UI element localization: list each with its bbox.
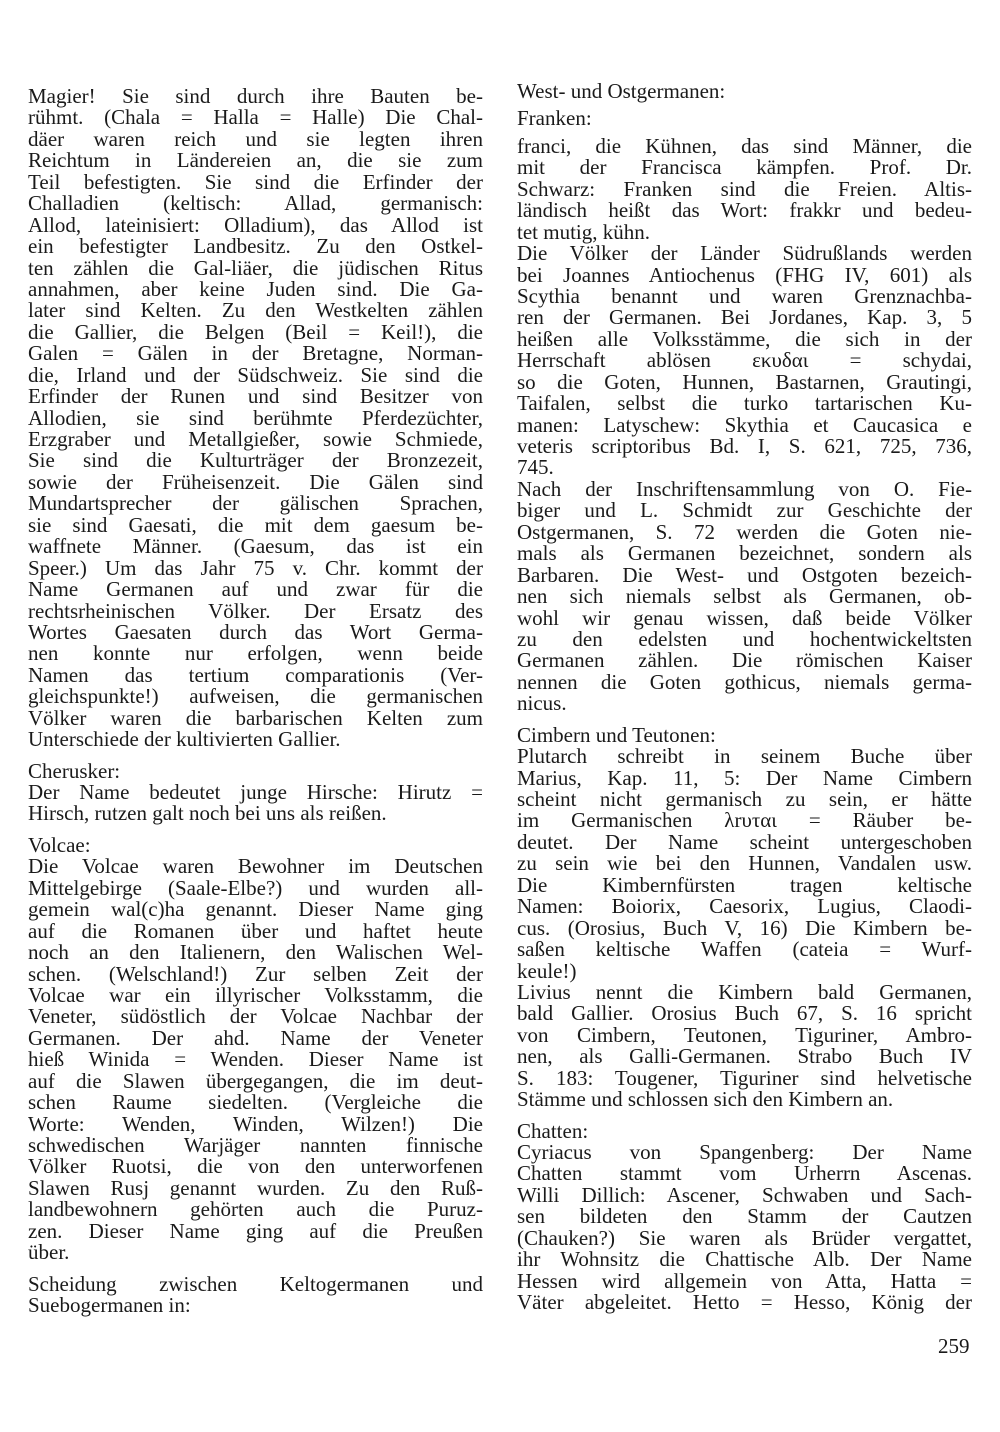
text-line: ein befestigter Landbesitz. Zu den Ostkel- [28, 234, 483, 259]
text-line: bald Gallier. Orosius Buch 67, S. 16 spricht [517, 1001, 972, 1026]
paragraph [28, 86, 483, 751]
text-line: Plutarch schreibt in seinem Buche über [517, 744, 972, 769]
text-line: Hessen wird allgemein von Atta, Hatta = [517, 1268, 972, 1293]
text-line: heißen alle Volksstämme, die sich in der [517, 326, 972, 351]
text-line: Hirsch, rutzen galt noch bei uns als reißen. [28, 801, 387, 826]
text-line: schen. (Welschland!) Zur selben Zeit der [28, 961, 483, 986]
text-line: Volcae war ein illyrischer Volksstamm, die [28, 982, 483, 1007]
text-line: bei Joannes Antiochenus (FHG IV, 601) als [517, 262, 972, 287]
paragraph [28, 856, 483, 1263]
text-line: Die Kimbernfürsten tragen keltische [517, 872, 972, 897]
paragraph [517, 243, 972, 479]
text-line: Marius, Kap. 11, 5: Der Name Cimbern [517, 765, 972, 790]
paragraph [517, 746, 972, 982]
text-line: sen bildeten den Stamm der Cautzen [517, 1204, 972, 1229]
text-line: 745. [517, 455, 554, 480]
text-line: auf die Romanen über und haftet heute [28, 918, 483, 943]
text-line: Teil befestigten. Sie sind die Erfinder der [28, 169, 483, 194]
text-line: im Germanischen λrυται = Räuber be- [517, 808, 972, 833]
text-line: Slawen Rusj genannt wurden. Zu den Ruß- [28, 1175, 483, 1200]
text-line: Nach der Inschriftensammlung von O. Fie- [517, 476, 972, 501]
text-line: Namen: Boiorix, Caesorix, Lugius, Claodi- [517, 894, 972, 919]
text-line: Germanen zählen. Die römischen Kaiser [517, 648, 972, 673]
text-line: Namen das tertium comparationis (Ver- [28, 662, 483, 687]
text-line: Germanen. Der ahd. Name der Veneter [28, 1025, 483, 1050]
text-line: saßen keltische Waffen (cateia = Wurf- [517, 937, 972, 962]
text-line: schen Raume siedelten. (Vergleiche die [28, 1090, 483, 1115]
text-line: Völker waren die barbarischen Kelten zum [28, 705, 483, 730]
text-line: zu den edelsten und hochentwickeltsten [517, 626, 972, 651]
text-line: so die Goten, Hunnen, Bastarnen, Grautingi, [517, 369, 972, 394]
text-line: veteris scriptoribus Bd. I, S. 621, 725, 736, [517, 434, 972, 458]
paragraph [517, 1142, 972, 1314]
text-line: Chatten: [517, 1118, 589, 1143]
section-heading [28, 832, 483, 857]
text-line: Allodien, sie sind berühmte Pferdezüchter, [28, 405, 483, 430]
paragraph [517, 476, 972, 716]
text-line: hieß Winida = Wenden. Dieser Name ist [28, 1047, 483, 1072]
text-line: Erzgraber und Metallgießer, sowie Schmiede, [28, 427, 483, 451]
text-line: West- und Ostgermanen: [517, 79, 726, 103]
text-line: nen konnte nur erfolgen, wenn beide [28, 641, 483, 666]
text-line: nicus. [517, 691, 567, 716]
text-line: zu sein wie bei den Hunnen, Vandalen usw. [517, 851, 972, 876]
section-heading [28, 758, 483, 783]
left-column [28, 86, 483, 1317]
page-number: 259 [938, 1334, 970, 1358]
text-line: mals als Germanen bezeichnet, sondern als [517, 541, 972, 566]
text-line: Mundartsprecher der gälischen Sprachen, [28, 491, 483, 516]
section-heading [517, 81, 972, 102]
text-line: Name Germanen auf und zwar für die [28, 577, 483, 602]
text-line: von Cimbern, Teutonen, Tiguriner, Ambro- [517, 1022, 972, 1047]
text-line: Barbaren. Die West- und Ostgoten bezeich- [517, 562, 972, 587]
text-line: wohl wir genau wissen, daß beide Völker [517, 605, 972, 630]
text-line: annahmen, aber keine Juden sind. Die Ga- [28, 276, 483, 301]
text-line: ihr Wohnsitz die Chattische Alb. Der Name [517, 1247, 972, 1272]
text-line: Cherusker: [28, 758, 121, 783]
text-line: manen: Latyschew: Skythia et Caucasica e [517, 412, 972, 437]
text-line: Livius nennt die Kimbern bald Germanen, [517, 979, 972, 1004]
text-line: Franken: [517, 106, 592, 131]
text-line: die, Irland und der Südschweiz. Sie sind die [28, 362, 483, 387]
text-line: landbewohnern gehörten auch die Puruz- [28, 1197, 483, 1222]
text-line: Der Name bedeutet junge Hirsche: Hirutz = [28, 780, 483, 804]
paragraph [517, 979, 972, 1112]
text-line: Willi Dillich: Ascener, Schwaben und Sach- [517, 1182, 972, 1207]
text-line: ten zählen die Gal-liäer, die jüdischen Ritus [28, 255, 483, 280]
text-line: sowie der Früheisenzeit. Die Gälen sind [28, 469, 483, 494]
text-line: Cyriacus von Spangenberg: Der Name [517, 1140, 972, 1164]
text-line: die Gallier, die Belgen (Beil = Keil!), die [28, 319, 483, 344]
text-line: Wortes Gaesaten durch das Wort Germa- [28, 619, 483, 644]
text-line: auf die Slawen übergegangen, die im deut- [28, 1068, 483, 1093]
text-line: ren der Germanen. Bei Jordanes, Kap. 3, 5 [517, 305, 972, 330]
text-line: keule!) [517, 958, 577, 983]
text-line: (Chauken?) Sie waren als Brüder vergattet, [517, 1225, 972, 1250]
text-line: nen sich niemals selbst als Germanen, ob- [517, 584, 972, 609]
text-line: Völker Ruotsi, die von den unterworfenen [28, 1154, 483, 1179]
section-heading [28, 1271, 483, 1318]
text-line: Die Volcae waren Bewohner im Deutschen [28, 854, 483, 879]
text-line: Chatten stammt vom Urherrn Ascenas. [517, 1161, 972, 1186]
text-line: rühmt. (Chala = Halla = Halle) Die Chal- [28, 105, 483, 130]
text-line: Volcae: [28, 832, 91, 857]
text-line: Herrschaft ablösen εκυδαι = schydai, [517, 348, 972, 373]
section-heading [517, 1118, 972, 1143]
text-line: cus. (Orosius, Buch V, 16) Die Kimbern be- [517, 915, 972, 940]
paragraph [28, 782, 483, 825]
text-line: däer waren reich und sie legten ihren [28, 126, 483, 151]
text-line: Sie sind die Kulturträger der Bronzezeit, [28, 448, 483, 473]
text-line: Unterschiede der kultivierten Gallier. [28, 727, 341, 752]
text-line: Speer.) Um das Jahr 75 v. Chr. kommt der [28, 555, 483, 580]
text-line: schwedischen Warjäger nannten finnische [28, 1133, 483, 1157]
text-line: sie sind Gaesati, die mit dem gaesum be- [28, 512, 483, 537]
text-line: tet mutig, kühn. [517, 219, 650, 244]
paragraph [517, 133, 972, 244]
right-column [517, 81, 972, 1314]
text-line: ländisch heißt das Wort: frakkr und bedeu- [517, 198, 972, 223]
text-line: Erfinder der Runen und sind Besitzer von [28, 384, 483, 409]
text-line: Die Völker der Länder Südrußlands werden [517, 241, 972, 266]
text-line: Galen = Gälen in der Bretagne, Norman- [28, 341, 483, 366]
text-line: Cimbern und Teutonen: [517, 722, 716, 747]
text-line: later sind Kelten. Zu den Westkelten zählen [28, 298, 483, 323]
text-line: mit der Francisca kämpfen. Prof. Dr. [517, 155, 972, 180]
text-line: Challadien (keltisch: Allad, germanisch: [28, 191, 483, 216]
text-line: Schwarz: Franken sind die Freien. Altis- [517, 176, 972, 201]
text-line: Ostgermanen, S. 72 werden die Goten nie- [517, 519, 972, 544]
text-line: Reichtum in Ländereien an, die sie zum [28, 148, 483, 173]
section-heading [517, 722, 972, 747]
text-line: Scythia benannt und waren Grenznachba- [517, 283, 972, 308]
text-line: deutet. Der Name scheint untergeschoben [517, 829, 972, 854]
text-line: Veneter, südöstlich der Volcae Nachbar der [28, 1004, 483, 1029]
text-line: Scheidung zwischen Keltogermanen und [28, 1271, 483, 1296]
text-line: Magier! Sie sind durch ihre Bauten be- [28, 84, 483, 108]
text-line: gemein wal(c)ha genannt. Dieser Name ging [28, 897, 483, 922]
text-line: waffnete Männer. (Gaesum, das ist ein [28, 534, 483, 559]
text-line: nen, als Galli-Germanen. Strabo Buch IV [517, 1044, 972, 1069]
text-line: franci, die Kühnen, das sind Männer, die [517, 133, 972, 158]
text-line: Mittelgebirge (Saale-Elbe?) und wurden all- [28, 875, 483, 900]
text-line: Stämme und schlossen sich den Kimbern an. [517, 1087, 894, 1112]
text-line: S. 183: Tougener, Tiguriner sind helvetische [517, 1065, 972, 1090]
section-heading [517, 108, 972, 129]
text-line: Worte: Wenden, Winden, Wilzen!) Die [28, 1111, 483, 1136]
text-line: rechtsrheinischen Völker. Der Ersatz des [28, 598, 483, 623]
text-line: scheint nicht germanisch zu sein, er hätte [517, 787, 972, 811]
text-line: biger und L. Schmidt zur Geschichte der [517, 498, 972, 523]
text-line: über. [28, 1240, 70, 1265]
text-line: zen. Dieser Name ging auf die Preußen [28, 1218, 483, 1243]
text-line: Taifalen, selbst die turko tartarischen Ku- [517, 391, 972, 416]
text-line: noch an den Italienern, den Walischen Wel- [28, 940, 483, 965]
text-line: gleichspunkte!) aufweisen, die germanischen [28, 684, 483, 709]
text-line: Väter abgeleitet. Hetto = Hesso, König der [517, 1290, 972, 1315]
text-line: Suebogermanen in: [28, 1293, 191, 1318]
text-line: Allod, lateinisiert: Olladium), das Allod ist [28, 212, 483, 237]
text-line: nennen die Goten gothicus, niemals germa- [517, 669, 972, 694]
